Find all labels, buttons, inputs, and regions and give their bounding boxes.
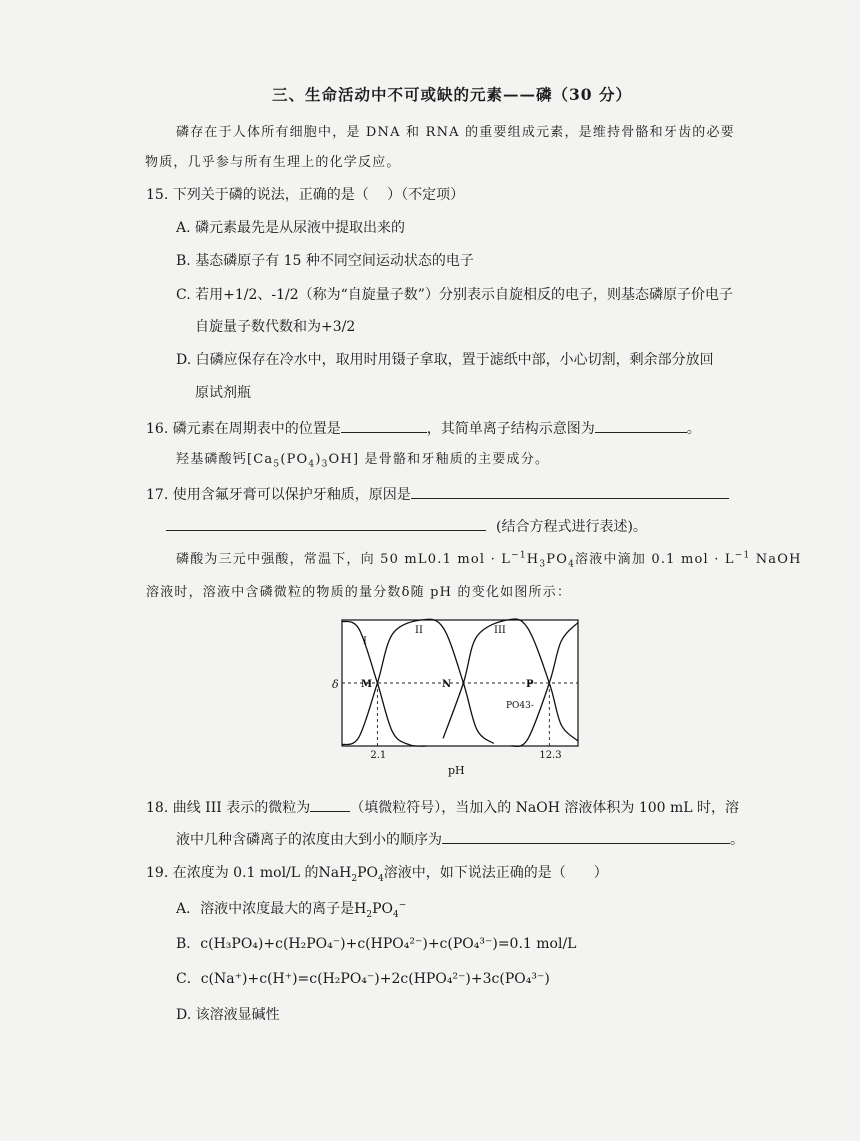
q15-option-c-line2: 自旋量子数代数和为+3/2 (195, 319, 356, 335)
q15-option-b: B. 基态磷原子有 15 种不同空间运动状态的电子 (176, 253, 474, 269)
section-title: 三、生命活动中不可或缺的元素——磷（30 分） (272, 85, 632, 104)
point-label-n: N (442, 679, 452, 690)
q16-text-1: 16. 磷元素在周期表中的位置是 (146, 421, 341, 437)
q18-text-3: 液中几种含磷离子的浓度由大到小的顺序为 (176, 832, 442, 848)
q19-stem: 19. 在浓度为 0.1 mol/L 的$NaH_2PO_4$溶液中，如下说法正确的是（ ） (146, 865, 608, 884)
intro2-line-2: 溶液时，溶液中含磷微粒的物质的量分数δ随 pH 的变化如图所示： (146, 585, 572, 600)
q18-line-2 (176, 829, 744, 849)
q19-option-b: B．c(H₃PO₄)+c(H₂PO₄⁻)+c(HPO₄²⁻)+c(PO₄³⁻)=0.1 mol/L (176, 936, 577, 952)
x-tick-label-1: 2.1 (370, 750, 387, 761)
intro-line-1: 磷存在于人体所有细胞中，是 DNA 和 RNA 的重要组成元素，是维持骨骼和牙齿的必要 (176, 125, 735, 140)
q18-text-2: （填微粒符号），当加入的 NaOH 溶液体积为 100 mL 时，溶 (350, 800, 740, 816)
curve-label-3: III (494, 625, 506, 636)
q16-text-2: ，其简单离子结构示意图为 (426, 421, 595, 437)
y-axis-label: δ (332, 678, 339, 691)
curve-label-4: PO43- (506, 701, 534, 711)
q17-blank-1[interactable] (411, 484, 729, 499)
curve-label-1: I (363, 636, 367, 647)
x-tick-label-2: 12.3 (539, 750, 562, 761)
q19-option-c: C．c(Na⁺)+c(H⁺)=c(H₂PO₄⁻)+2c(HPO₄²⁻)+3c(PO₄³⁻) (176, 971, 550, 987)
q15-stem: 15. 下列关于磷的说法，正确的是（ ）（不定项） (146, 187, 465, 203)
x-axis-label: pH (448, 764, 465, 777)
q15-option-d-line1: D. 白磷应保存在冷水中，取用时用镊子拿取，置于滤纸中部，小心切割，剩余部分放回 (176, 352, 714, 368)
q16-blank-1[interactable] (341, 418, 427, 433)
q18-text-4: 。 (730, 832, 744, 848)
point-label-p: P (526, 679, 534, 690)
intro-line-2: 物质，几乎参与所有生理上的化学反应。 (145, 155, 401, 170)
q15-option-a: A. 磷元素最先是从尿液中提取出来的 (176, 220, 406, 236)
q18-blank-2[interactable] (442, 829, 730, 844)
q15-option-d-line2: 原试剂瓶 (195, 385, 251, 401)
q16-blank-2[interactable] (595, 418, 687, 433)
q16 (146, 418, 701, 438)
note-16: 羟基磷酸钙$[Ca_5(PO_4)_3OH]$ 是骨骼和牙釉质的主要成分。 (176, 452, 550, 470)
q15-option-c-line1: C. 若用+1/2、-1/2（称为“自旋量子数”）分别表示自旋相反的电子，则基态磷原子价电子 (176, 287, 733, 303)
q19-option-a: A．溶液中浓度最大的离子是$H_2PO_4^-$ (176, 900, 407, 920)
q16-text-3: 。 (686, 421, 701, 437)
intro2-line-1: 磷酸为三元中强酸，常温下，向 50 mL0.1 mol · $L^{-1}H_3PO_4$溶液中滴加 0.1 mol · $L^{-1}$ NaOH (176, 550, 802, 570)
q18-text-1: 18. 曲线 III 表示的微粒为 (146, 800, 311, 816)
q17-text-1: 17. 使用含氟牙膏可以保护牙釉质，原因是 (146, 487, 411, 503)
q17-line-2 (166, 516, 647, 536)
q17-blank-2[interactable] (166, 516, 486, 531)
q17-text-2: (结合方程式进行表述)。 (496, 519, 647, 535)
point-label-m: M (361, 679, 373, 690)
curve-label-2: II (415, 625, 423, 636)
speciation-chart (330, 612, 590, 782)
q19-option-d: D. 该溶液显碱性 (176, 1007, 280, 1023)
q18-blank-1[interactable] (310, 797, 350, 812)
q18-line-1 (146, 797, 739, 817)
q17-line-1 (146, 484, 729, 504)
